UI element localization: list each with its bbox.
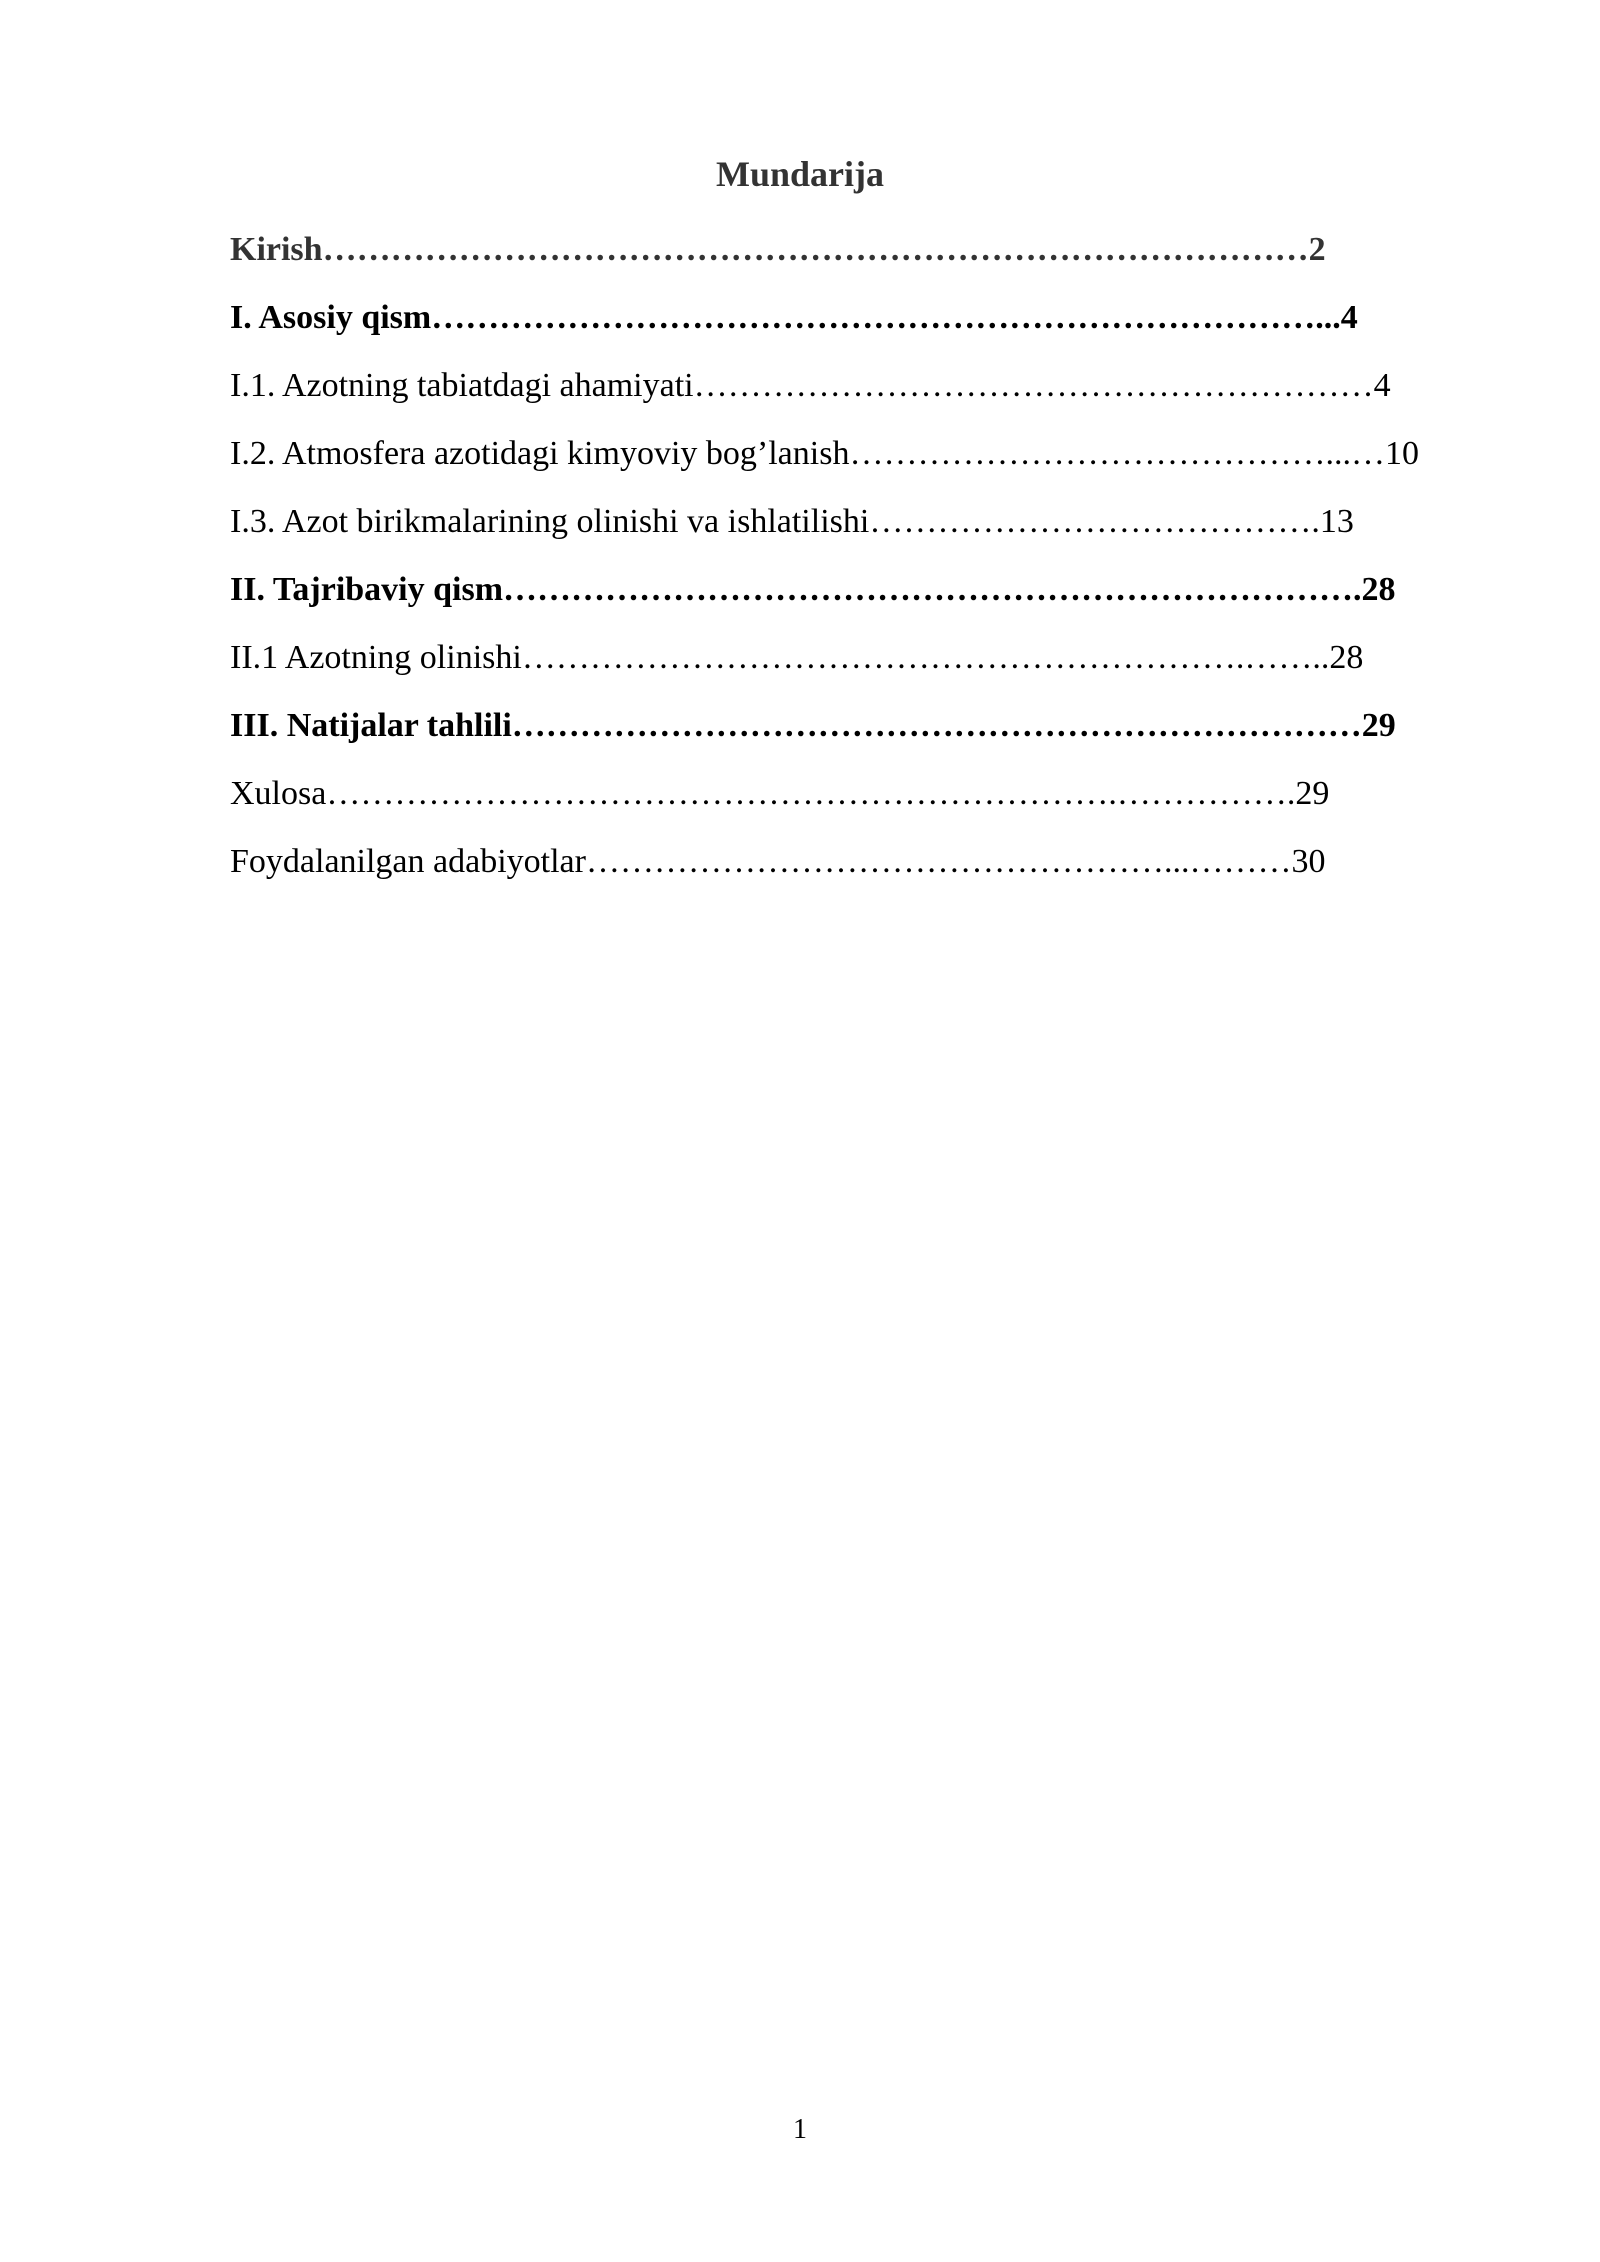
toc-title: Mundarija	[715, 154, 884, 194]
toc-entry[interactable]: Foydalanilgan adabiyotlar……………………………………………...………30	[230, 843, 1326, 880]
toc-entry[interactable]: Xulosa…………………………………………………………….…………….29	[230, 775, 1330, 812]
toc-entry[interactable]: I.1. Azotning tabiatdagi ahamiyati……………………………………………………4	[230, 367, 1391, 404]
toc-entry[interactable]: I. Asosiy qism……………………………………………………………………...4	[230, 299, 1358, 336]
toc-entry[interactable]: Kirish……………………………………………………………………………2	[230, 231, 1326, 268]
toc-entry[interactable]: II. Tajribaviy qism………………………………………………………………….28	[230, 571, 1396, 608]
toc-entry[interactable]: III. Natijalar tahlili…………………………………………………………………29	[230, 707, 1396, 744]
toc-entry[interactable]: II.1 Azotning olinishi……………………………………………………….……..28	[230, 639, 1364, 676]
toc-entry[interactable]: I.3. Azot birikmalarining olinishi va ishlatilishi………………………………….13	[230, 503, 1354, 540]
toc-entry[interactable]: I.2. Atmosfera azotidagi kimyoviy bog’lanish……………………………………...…10	[230, 435, 1419, 472]
page-number: 1	[793, 2114, 807, 2145]
toc-list	[230, 216, 1419, 896]
